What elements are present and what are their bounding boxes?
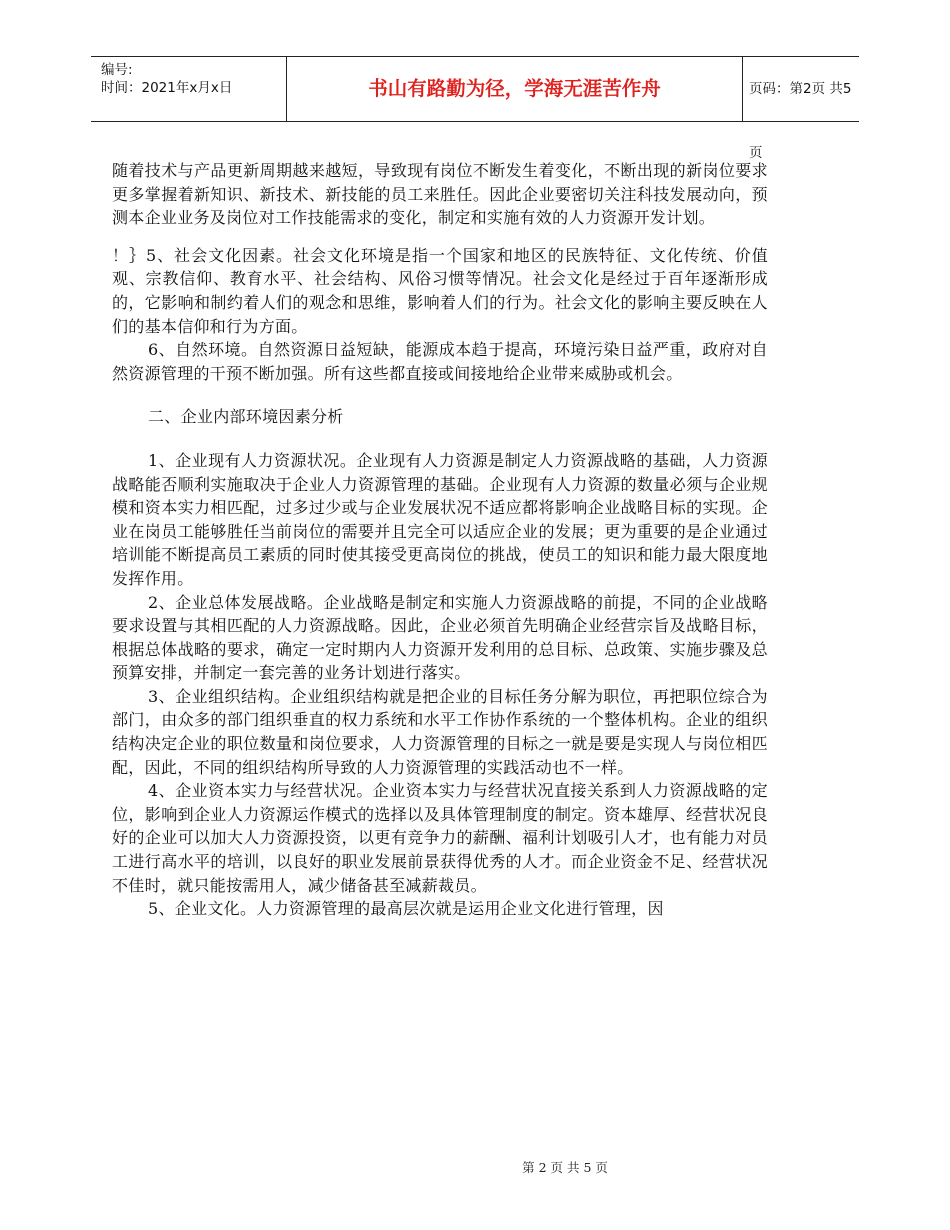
header-motto: 书山有路勤为径，学海无涯苦作舟 [286,57,743,121]
paragraph-corporate-culture: 5、企业文化。人力资源管理的最高层次就是运用企业文化进行管理，因 [148,899,664,919]
document-body [112,159,768,921]
header-meta [91,57,286,121]
paragraph-technology: 随着技术与产品更新周期越来越短，导致现有岗位不断发生着变化，不断出现的新岗位要求更多掌握着新知识、新技术、新技能的员工来胜任。因此企业要密切关注科技发展动向，预测本企业业务及岗位对工作技能需求的变化，制定和实施有效的人力资源开发计划。 [112,161,768,228]
paragraph-overall-strategy: 2、企业总体发展战略。企业战略是制定和实施人力资源战略的前提，不同的企业战略要求设置与其相匹配的人力资源战略。因此，企业必须首先明确企业经营宗旨及战略目标，根据总体战略的要求，确定一定时期内人力资源开发利用的总目标、总政策、实施步骤及总预算安排，并制定一套完善的业务计划进行落实。 [112,592,768,683]
document-number-label: 编号: [101,62,133,78]
paragraph-human-resources-status: 1、企业现有人力资源状况。企业现有人力资源是制定人力资源战略的基础，人力资源战略能否顺利实施取决于企业人力资源管理的基础。企业现有人力资源的数量必须与企业规模和资本实力相匹配，过多过少或与企业发展状况不适应都将影响企业战略目标的实现。企业在岗员工能够胜任当前岗位的需要并且完全可以适应企业的发展；更为重要的是企业通过培训能不断提高员工素质的同时使其接受更高岗位的挑战，使员工的知识和能力最大限度地发挥作用。 [112,450,768,588]
paragraph-organization-structure: 3、企业组织结构。企业组织结构就是把企业的目标任务分解为职位，再把职位综合为部门，由众多的部门组织垂直的权力系统和水平工作协作系统的一个整体机构。企业的组织结构决定企业的职位数量和岗位要求，人力资源管理的目标之一就是要是实现人与岗位相匹配，因此，不同的组织结构所导致的人力资源管理的实践活动也不一样。 [112,686,768,777]
paragraph-capital-operations: 4、企业资本实力与经营状况。企业资本实力与经营状况直接关系到人力资源战略的定位，影响到企业人力资源运作模式的选择以及具体管理制度的制定。资本雄厚、经营状况良好的企业可以加大人力资源投资，以更有竞争力的薪酬、福利计划吸引人才，也有能力对员工进行高水平的培训，以良好的职业发展前景获得优秀的人才。而企业资金不足、经营状况不佳时，就只能按需用人，减少储备甚至减薪裁员。 [112,781,768,895]
paragraph-social-culture: ！｝5、社会文化因素。社会文化环境是指一个国家和地区的民族特征、文化传统、价值观、宗教信仰、教育水平、社会结构、风俗习惯等情况。社会文化是经过于百年逐渐形成的，它影响和制约着人们的观念和思维，影响着人们的行为。社会文化的影响主要反映在人们的基本信仰和行为方面。 [112,245,768,336]
header-page-label: 页码：第2页 共5页 [749,81,852,161]
section-heading-internal-factors: 二、企业内部环境因素分析 [148,407,344,427]
paragraph-natural-environment: 6、自然环境。自然资源日益短缺，能源成本趋于提高，环境污染日益严重，政府对自然资源管理的干预不断加强。所有这些都直接或间接地给企业带来威胁或机会。 [112,340,768,383]
document-time-label: 时间：2021年x月x日 [101,80,233,96]
page-footer: 第 2 页 共 5 页 [522,1160,608,1175]
page-header [91,56,859,161]
